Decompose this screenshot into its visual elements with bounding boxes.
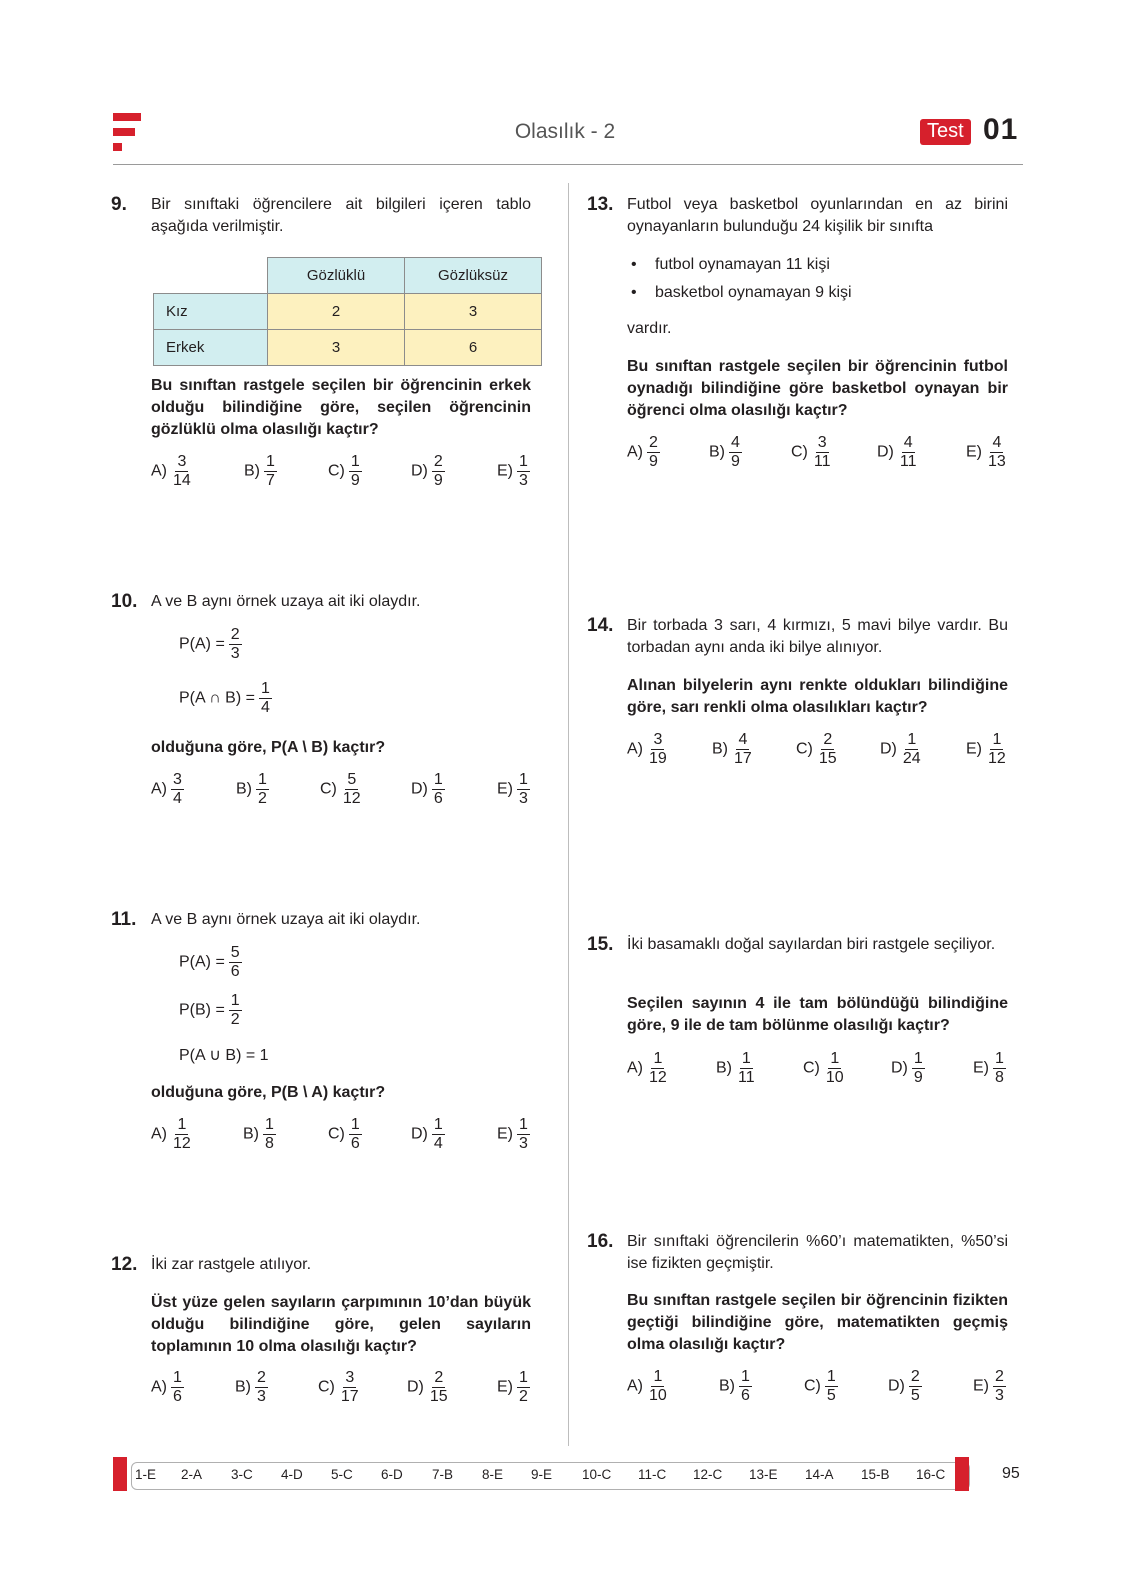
question-stem: Seçilen sayının 4 ile tam bölündüğü bilindiğine göre, 9 ile de tam bölünme olasılığı kaçtır? — [627, 995, 1008, 1034]
header-divider — [113, 164, 1023, 165]
question-stem: olduğuna göre, P(B \ A) kaçtır? — [151, 1084, 386, 1101]
question-stem: Alınan bilyelerin aynı renkte oldukları bilindiğine göre, sarı renkli olma olasılıkları kaçtır? — [627, 677, 1008, 716]
question-intro: Futbol veya basketbol oyunlarından en az birini oynayanların bulunduğu 24 kişilik bir sınıfta — [627, 196, 1008, 235]
answer-option[interactable]: A) $\frac{3}{14}$ — [151, 453, 191, 489]
test-number: 01 — [983, 113, 1019, 146]
answer-option[interactable]: E) $\frac{1}{3}$ — [497, 453, 528, 489]
answer-key-item: 4-D — [281, 1467, 303, 1482]
condition-list — [625, 251, 852, 307]
answer-option[interactable]: E) $\frac{4}{13}$ — [966, 434, 1006, 470]
question-intro: Bir sınıftaki öğrencilerin %60’ı matematikten, %50’si ise fizikten geçmiştir. — [627, 1233, 1008, 1272]
question-number: 11. — [111, 909, 137, 930]
answer-option[interactable]: C) $\frac{1}{9}$ — [328, 453, 360, 489]
table-cell: 3 — [268, 330, 405, 366]
row-header: Erkek — [154, 330, 268, 366]
question-intro: A ve B aynı örnek uzaya ait iki olaydır. — [151, 593, 421, 610]
answer-option[interactable]: E) $\frac{1}{3}$ — [497, 1116, 528, 1152]
answer-option[interactable]: E) $\frac{2}{3}$ — [973, 1368, 1004, 1404]
answer-option[interactable]: D) $\frac{4}{11}$ — [877, 434, 917, 470]
column-header: Gözlüklü — [268, 258, 405, 294]
answer-key-item: 5-C — [331, 1467, 353, 1482]
answer-key-item: 2-A — [181, 1467, 203, 1482]
question-number: 14. — [587, 615, 614, 636]
page-number: 95 — [1002, 1465, 1020, 1482]
answer-option[interactable]: E) $\frac{1}{8}$ — [973, 1050, 1004, 1086]
answer-key-item: 14-A — [805, 1467, 834, 1482]
equation-intersection: P(A ∩ B) = $\frac{1}{4}$ — [179, 680, 270, 716]
answer-option[interactable]: C) $\frac{2}{15}$ — [796, 731, 837, 767]
answer-option[interactable]: E) $\frac{1}{3}$ — [497, 771, 528, 807]
answer-option[interactable]: E) $\frac{1}{2}$ — [497, 1369, 528, 1405]
question-stem: olduğuna göre, P(A \ B) kaçtır? — [151, 739, 386, 756]
equation-pa: P(A) = $\frac{2}{3}$ — [179, 626, 240, 662]
answer-option[interactable]: C) $\frac{5}{12}$ — [320, 771, 361, 807]
answer-option[interactable]: B) $\frac{4}{9}$ — [709, 434, 740, 470]
answer-option[interactable]: C) $\frac{1}{5}$ — [804, 1368, 836, 1404]
answer-option[interactable]: C) $\frac{3}{11}$ — [791, 434, 831, 470]
answer-option[interactable]: B) $\frac{1}{8}$ — [243, 1116, 274, 1152]
question-number: 10. — [111, 591, 138, 612]
page-title: Olasılık - 2 — [514, 120, 616, 143]
answer-option[interactable]: B) $\frac{1}{2}$ — [236, 771, 267, 807]
answer-option[interactable]: D) $\frac{2}{5}$ — [888, 1368, 920, 1404]
data-table — [153, 257, 542, 366]
equation-pb: P(B) = $\frac{1}{2}$ — [179, 992, 240, 1028]
answer-option[interactable]: B) $\frac{1}{11}$ — [716, 1050, 755, 1086]
table-cell: 3 — [405, 294, 542, 330]
answer-option[interactable]: B) $\frac{2}{3}$ — [235, 1369, 266, 1405]
question-number: 9. — [111, 194, 127, 215]
question-intro: A ve B aynı örnek uzaya ait iki olaydır. — [151, 911, 421, 928]
answer-option[interactable]: B) $\frac{1}{7}$ — [244, 453, 275, 489]
question-tail: vardır. — [627, 320, 672, 337]
answer-option[interactable]: D) $\frac{2}{9}$ — [411, 453, 443, 489]
table-cell: 2 — [268, 294, 405, 330]
question-intro: Bir sınıftaki öğrencilere ait bilgileri içeren tablo aşağıda verilmiştir. — [151, 196, 531, 235]
table-cell: 6 — [405, 330, 542, 366]
answer-bar-left-accent — [113, 1457, 127, 1491]
answer-key-item: 13-E — [749, 1467, 778, 1482]
question-number: 16. — [587, 1231, 614, 1252]
question-stem: Bu sınıftan rastgele seçilen bir öğrencinin futbol oynadığı bilindiğine göre basketbol oynayan bir öğrenci olma olasılığı kaçtır? — [627, 358, 1008, 419]
equation-union: P(A ∪ B) = 1 — [179, 1047, 269, 1064]
answer-key-item: 10-C — [582, 1467, 612, 1482]
list-item: • basketbol oynamayan 9 kişi — [625, 279, 852, 307]
answer-option[interactable]: C) $\frac{1}{10}$ — [803, 1050, 844, 1086]
answer-option[interactable]: A) $\frac{2}{9}$ — [627, 434, 658, 470]
answer-key-item: 11-C — [638, 1467, 667, 1482]
answer-option[interactable]: D) $\frac{1}{24}$ — [880, 731, 921, 767]
answer-option[interactable]: A) $\frac{3}{4}$ — [151, 771, 182, 807]
answer-key-item: 6-D — [381, 1467, 403, 1482]
answer-option[interactable]: A) $\frac{3}{19}$ — [627, 731, 667, 767]
answer-option[interactable]: A) $\frac{1}{10}$ — [627, 1368, 667, 1404]
answer-option[interactable]: D) $\frac{2}{15}$ — [407, 1369, 448, 1405]
answer-key-item: 12-C — [693, 1467, 723, 1482]
answer-option[interactable]: C) $\frac{1}{6}$ — [328, 1116, 360, 1152]
question-intro: Bir torbada 3 sarı, 4 kırmızı, 5 mavi bilye vardır. Bu torbadan aynı anda iki bilye alınıyor. — [627, 617, 1008, 656]
question-stem: Üst yüze gelen sayıların çarpımının 10’dan büyük olduğu bilindiğine göre, gelen sayıların toplamının 10 olma olasılığı kaçtır? — [151, 1294, 531, 1355]
question-stem: Bu sınıftan rastgele seçilen bir öğrencinin erkek olduğu bilindiğine göre, seçilen öğrencinin gözlüklü olma olasılığı kaçtır? — [151, 377, 531, 438]
answer-key-item: 8-E — [482, 1467, 504, 1482]
list-item: • futbol oynamayan 11 kişi — [625, 251, 852, 279]
answer-option[interactable]: B) $\frac{4}{17}$ — [712, 731, 752, 767]
answer-option[interactable]: A) $\frac{1}{12}$ — [627, 1050, 667, 1086]
answer-option[interactable]: D) $\frac{1}{6}$ — [411, 771, 443, 807]
answer-key-item: 1-E — [135, 1467, 157, 1482]
answer-key-item: 3-C — [231, 1467, 253, 1482]
answer-bar-right-accent — [955, 1457, 969, 1491]
test-badge: Test — [920, 119, 971, 145]
question-number: 12. — [111, 1254, 138, 1275]
answer-key-item: 16-C — [916, 1467, 946, 1482]
question-intro: İki zar rastgele atılıyor. — [151, 1256, 312, 1273]
answer-option[interactable]: E) $\frac{1}{12}$ — [966, 731, 1006, 767]
question-number: 15. — [587, 934, 614, 955]
answer-option[interactable]: A) $\frac{1}{6}$ — [151, 1369, 182, 1405]
answer-option[interactable]: C) $\frac{3}{17}$ — [318, 1369, 359, 1405]
question-intro: İki basamaklı doğal sayılardan biri rastgele seçiliyor. — [627, 936, 996, 953]
answer-key-item: 9-E — [531, 1467, 553, 1482]
row-header: Kız — [154, 294, 268, 330]
answer-key-item: 15-B — [861, 1467, 890, 1482]
answer-option[interactable]: A) $\frac{1}{12}$ — [151, 1116, 191, 1152]
question-stem: Bu sınıftan rastgele seçilen bir öğrencinin fizikten geçtiği bilindiğine göre, matematikten geçmiş olma olasılığı kaçtır? — [627, 1292, 1008, 1353]
answer-key-item: 7-B — [432, 1467, 454, 1482]
answer-option[interactable]: B) $\frac{1}{6}$ — [719, 1368, 750, 1404]
equation-pa: P(A) = $\frac{5}{6}$ — [179, 944, 240, 980]
answer-option[interactable]: D) $\frac{1}{4}$ — [411, 1116, 443, 1152]
question-number: 13. — [587, 194, 614, 215]
column-header: Gözlüksüz — [405, 258, 542, 294]
answer-option[interactable]: D) $\frac{1}{9}$ — [891, 1050, 923, 1086]
column-divider — [568, 183, 569, 1446]
